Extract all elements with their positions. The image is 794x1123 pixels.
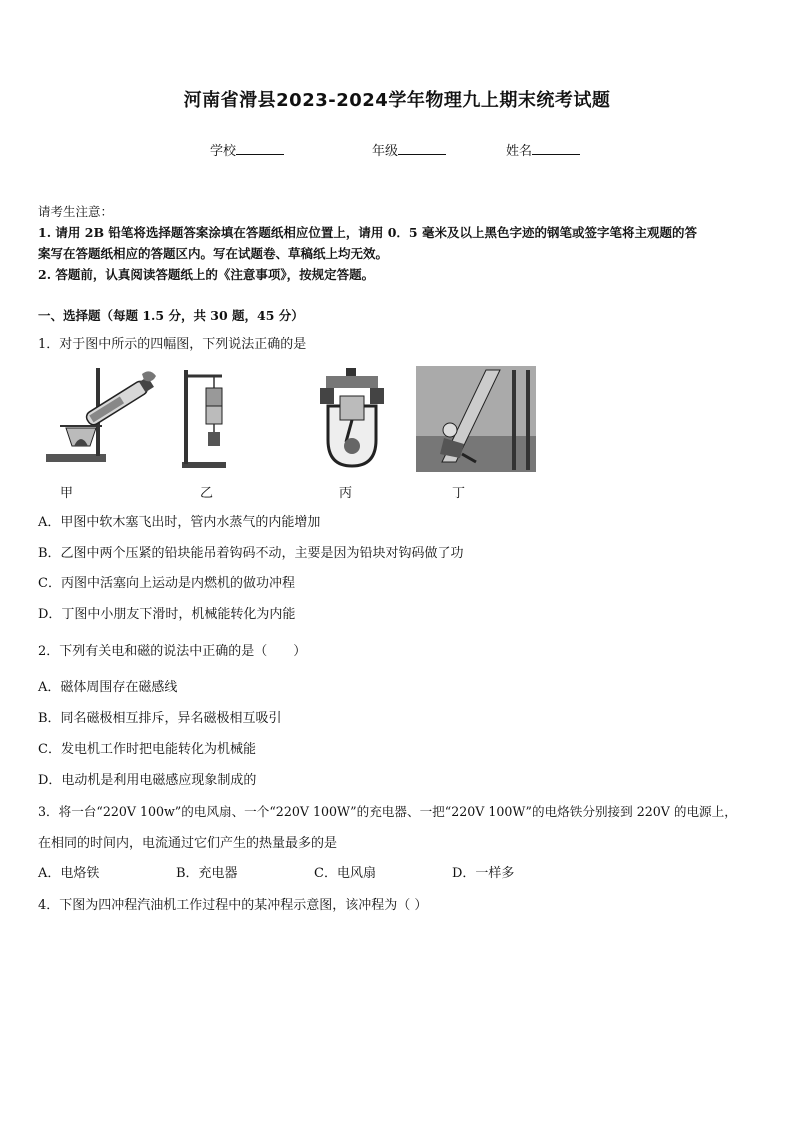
figure-ding [416,366,536,472]
q2-option-a: A．磁体周围存在磁感线 [38,680,178,695]
name-blank[interactable] [532,142,580,155]
q3-stem-line-1: 3．将一台“220V 100w”的电风扇、一个“220V 100W”的充电器、一把“220V 100W”的电烙铁分别接到 220V 的电源上， [38,804,737,819]
figure-yi [178,366,238,470]
figure-label-ding: 丁 [452,486,466,501]
q3-option-b: B．充电器 [176,866,238,881]
q3-option-a: A．电烙铁 [38,866,100,881]
section-heading: 一、选择题（每题 1.5 分，共 30 题，45 分） [38,308,304,323]
q1-option-c: C．丙图中活塞向上运动是内燃机的做功冲程 [38,576,295,591]
figure-label-jia: 甲 [60,486,74,501]
notice-line-1b: 案写在答题纸相应的答题区内。写在试题卷、草稿纸上均无效。 [38,246,389,261]
q2-stem: 2．下列有关电和磁的说法中正确的是（ ） [38,644,307,659]
notice-heading: 请考生注意： [38,204,114,219]
name-field[interactable] [506,140,580,159]
name-label: 姓名 [506,144,533,159]
school-field[interactable] [210,140,284,159]
q2-option-d: D．电动机是利用电磁感应现象制成的 [38,773,257,788]
q1-stem: 1．对于图中所示的四幅图，下列说法正确的是 [38,337,307,352]
notice-line-2: 2. 答题前，认真阅读答题纸上的《注意事项》，按规定答题。 [38,267,375,282]
figure-label-bing: 丙 [339,486,353,501]
figure-bing [316,366,388,470]
q4-stem: 4．下图为四冲程汽油机工作过程中的某冲程示意图，该冲程为（ ） [38,898,428,913]
grade-label: 年级 [372,144,399,159]
figure-label-yi: 乙 [200,486,214,501]
q3-option-d: D．一样多 [452,866,515,881]
q1-option-d: D．丁图中小朋友下滑时，机械能转化为内能 [38,607,296,622]
school-label: 学校 [210,144,237,159]
q2-option-b: B．同名磁极相互排斥，异名磁极相互吸引 [38,711,282,726]
grade-blank[interactable] [398,142,446,155]
q2-option-c: C．发电机工作时把电能转化为机械能 [38,742,256,757]
school-blank[interactable] [236,142,284,155]
q1-option-a: A．甲图中软木塞飞出时，管内水蒸气的内能增加 [38,515,321,530]
figure-jia [44,366,164,470]
page-title: 河南省滑县2023-2024学年物理九上期末统考试题 [183,90,611,111]
q3-stem-line-2: 在相同的时间内，电流通过它们产生的热量最多的是 [38,836,338,851]
grade-field[interactable] [372,140,446,159]
q3-option-c: C．电风扇 [314,866,376,881]
q1-option-b: B．乙图中两个压紧的铅块能吊着钩码不动，主要是因为铅块对钩码做了功 [38,546,464,561]
notice-line-1a: 1. 请用 2B 铅笔将选择题答案涂填在答题纸相应位置上，请用 0．5 毫米及以上黑色字迹的钢笔或签字笔将主观题的答 [38,225,697,240]
